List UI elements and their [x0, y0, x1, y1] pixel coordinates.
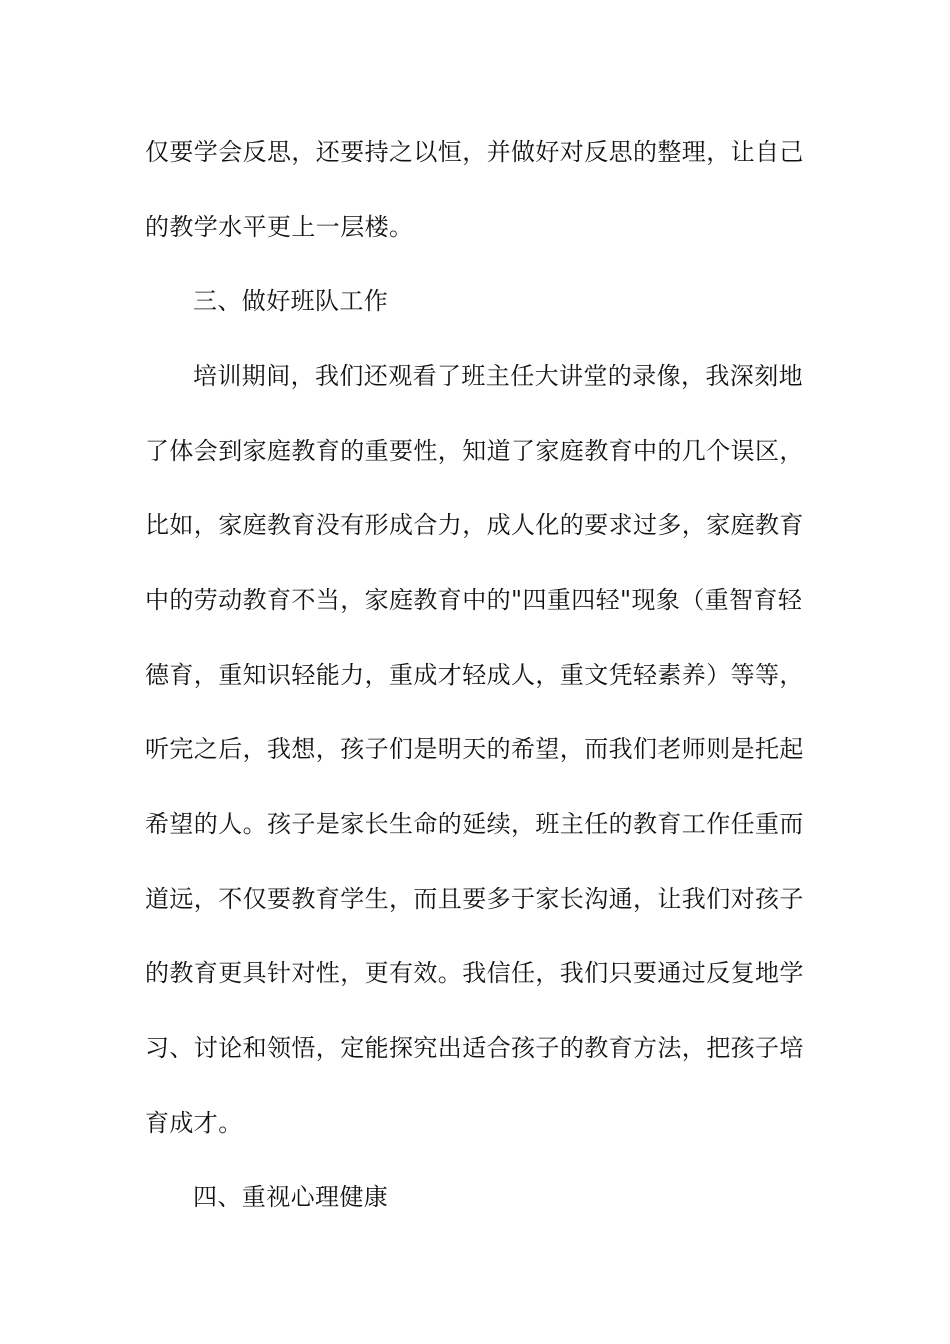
paragraph-line: 希望的人。孩子是家长生命的延续，班主任的教育工作任重而 — [145, 810, 804, 838]
paragraph-line: 德育，重知识轻能力，重成才轻成人，重文凭轻素养）等等， — [145, 661, 804, 689]
paragraph-line: 的教学水平更上一层楼。 — [145, 213, 414, 241]
paragraph-line: 的教育更具针对性，更有效。我信任，我们只要通过反复地学 — [145, 959, 804, 987]
section-heading: 三、做好班队工作 — [193, 287, 389, 315]
paragraph-line: 了体会到家庭教育的重要性，知道了家庭教育中的几个误区， — [145, 437, 804, 465]
paragraph-line: 比如，家庭教育没有形成合力，成人化的要求过多，家庭教育 — [145, 511, 804, 539]
section-heading: 四、重视心理健康 — [193, 1183, 389, 1211]
paragraph-line: 中的劳动教育不当，家庭教育中的"四重四轻"现象（重智育轻 — [145, 586, 803, 614]
paragraph-line: 听完之后，我想，孩子们是明天的希望，而我们老师则是托起 — [145, 735, 804, 763]
paragraph-line: 道远，不仅要教育学生，而且要多于家长沟通，让我们对孩子 — [145, 885, 804, 913]
paragraph-line: 习、讨论和领悟，定能探究出适合孩子的教育方法，把孩子培 — [145, 1034, 804, 1062]
paragraph-line: 培训期间，我们还观看了班主任大讲堂的录像，我深刻地 — [193, 362, 803, 390]
paragraph-line: 仅要学会反思，还要持之以恒，并做好对反思的整理，让自己 — [145, 138, 804, 166]
paragraph-line: 育成才。 — [145, 1109, 243, 1137]
